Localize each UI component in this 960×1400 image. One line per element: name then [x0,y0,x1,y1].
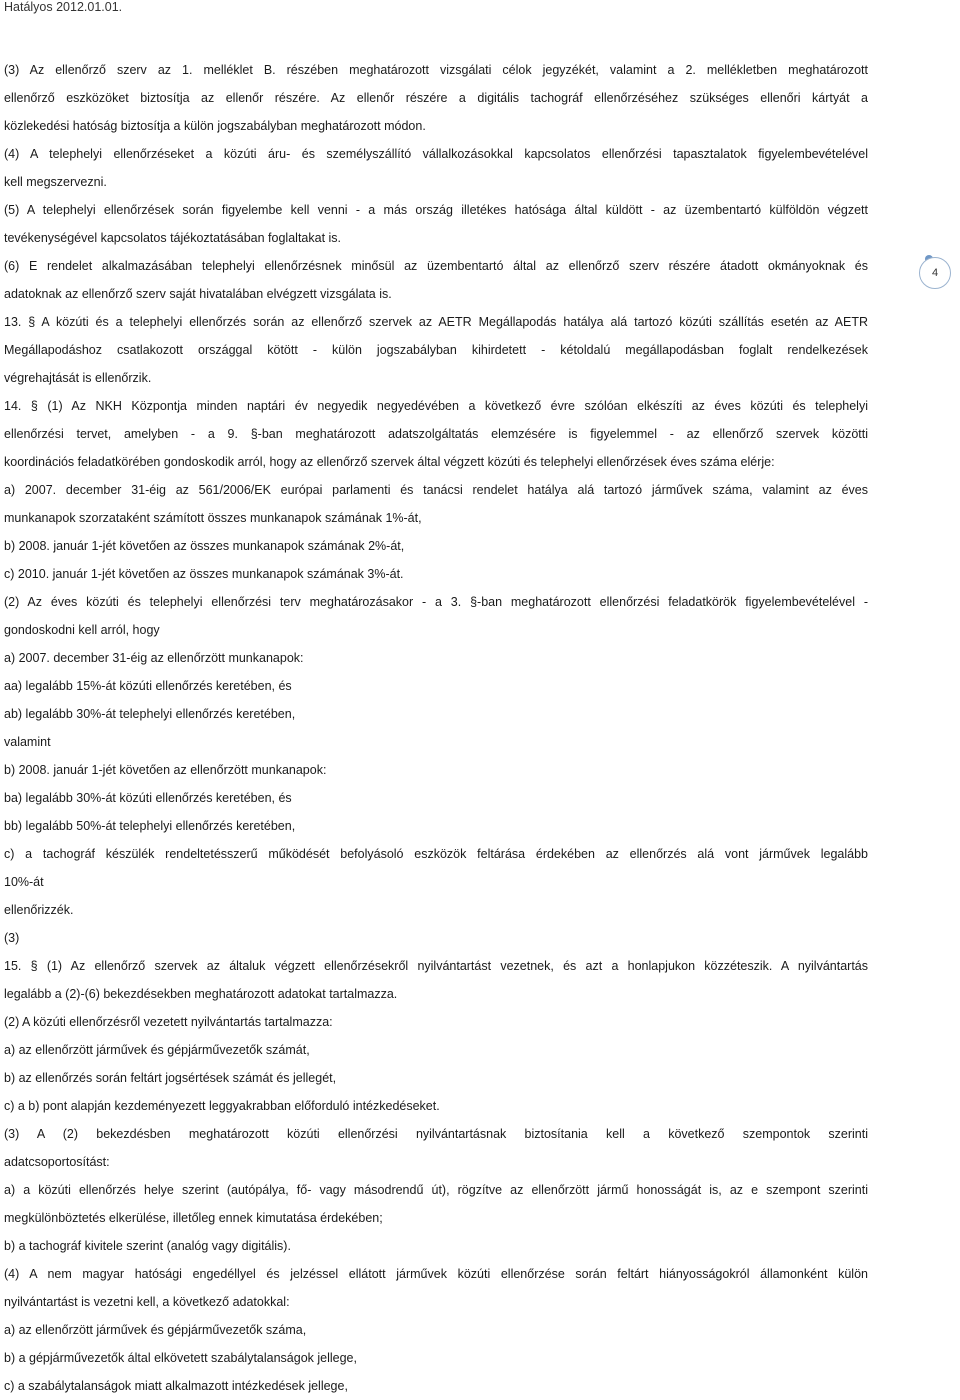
document-body [4,56,868,1400]
text-line: (4) A telephelyi ellenőrzéseket a közúti áru- és személyszállító vállalkozásokkal kapcsolatos ellenőrzési tapasztalatok figyelembevételével [4,147,868,161]
text-line: végrehajtását is ellenőrzik. [4,371,152,385]
effective-date-header: Hatályos 2012.01.01. [4,0,123,14]
text-line: b) 2008. január 1-jét követően az összes munkanapok számának 2%-át, [4,539,405,553]
text-line: tevékenységével kapcsolatos tájékoztatásában foglaltakat is. [4,231,342,245]
text-line: c) a b) pont alapján kezdeményezett leggyakrabban előforduló intézkedéseket. [4,1099,440,1113]
text-line: a) az ellenőrzött járművek és gépjárművezetők számát, [4,1043,310,1057]
text-line: a) 2007. december 31-éig az ellenőrzött munkanapok: [4,651,304,665]
text-line: ba) legalább 30%-át közúti ellenőrzés keretében, és [4,791,292,805]
text-line: c) a tachográf készülék rendeltetésszerű működését befolyásoló eszközök feltárása érdekében az ellenőrzés alá vont járművek legalább [4,847,868,861]
text-line: kell megszervezni. [4,175,107,189]
text-line: megkülönböztetés elkerülése, illetőleg ennek kimutatása érdekében; [4,1211,383,1225]
text-line: közlekedési hatóság biztosítja a külön jogszabályban meghatározott módon. [4,119,426,133]
text-line: nyilvántartást is vezetni kell, a következő adatokkal: [4,1295,290,1309]
text-line: (2) Az éves közúti és telephelyi ellenőrzési terv meghatározásakor - a 3. §-ban meghatározott ellenőrzési feladatkörök figyelembevételével - [4,595,868,609]
text-line: koordinációs feladatkörében gondoskodik arról, hogy az ellenőrző szervek által végzett közúti és telephelyi ellenőrzések éves száma elérje: [4,455,775,469]
text-line: munkanapok szorzataként számított összes munkanapok számának 1%-át, [4,511,422,525]
text-line: aa) legalább 15%-át közúti ellenőrzés keretében, és [4,679,292,693]
text-line: (3) [4,931,20,945]
text-line: 14. § (1) Az NKH Központja minden naptári év negyedik negyedévében a következő évre szólóan elkészíti az éves közúti és telephelyi [4,399,868,413]
text-line: c) 2010. január 1-jét követően az összes munkanapok számának 3%-át. [4,567,404,581]
text-line: b) a gépjárművezetők által elkövetett szabálytalanságok jellege, [4,1351,357,1365]
text-line: valamint [4,735,51,749]
text-line: gondoskodni kell arról, hogy [4,623,160,637]
text-line: legalább a (2)-(6) bekezdésekben meghatározott adatokat tartalmazza. [4,987,398,1001]
text-line: c) a szabálytalanságok miatt alkalmazott intézkedések jellege, [4,1379,348,1393]
text-line: ellenőrző eszközöket biztosítja az ellenőr részére. Az ellenőr részére a digitális tachográf ellenőrzéséhez szükséges ellenőri kártyát a [4,91,868,105]
text-line: ab) legalább 30%-át telephelyi ellenőrzés keretében, [4,707,296,721]
text-line: 13. § A közúti és a telephelyi ellenőrzés során az ellenőrző szervek az AETR Megállapodás hatálya alá tartozó közúti szállítás esetén az AETR [4,315,868,329]
text-line: (3) A (2) bekezdésben meghatározott közúti ellenőrzési nyilvántartásnak biztosítania kell a következő szempontok szerinti [4,1127,868,1141]
text-line: a) 2007. december 31-éig az 561/2006/EK európai parlamenti és tanácsi rendelet hatálya alá tartozó járművek száma, valamint az éves [4,483,868,497]
text-line: adatcsoportosítást: [4,1155,110,1169]
text-line: (5) A telephelyi ellenőrzések során figyelembe kell venni - a más ország illetékes hatósága által küldött - az üzembentartó külföldön végzett [4,203,868,217]
text-line: 15. § (1) Az ellenőrző szervek az általuk végzett ellenőrzésekről nyilvántartást vezetnek, és azt a honlapjukon közzéteszik. A nyilvántartás [4,959,868,973]
text-line: b) a tachográf kivitele szerint (analóg vagy digitális). [4,1239,291,1253]
text-line: (6) E rendelet alkalmazásában telephelyi ellenőrzésnek minősül az üzembentartó által az ellenőrző szerv részére átadott okmányoknak és [4,259,868,273]
text-line: ellenőrzési tervet, amelyben - a 9. §-ban meghatározott adatszolgáltatás elemzésére is figyelemmel - az ellenőrző szervek közötti [4,427,868,441]
text-line: (3) Az ellenőrző szerv az 1. melléklet B. részében meghatározott vizsgálati célok jegyzékét, valamint a 2. mellékletben meghatározott [4,63,868,77]
text-line: a) a közúti ellenőrzés helye szerint (autópálya, fő- vagy másodrendű út), rögzítve az ellenőrzött jármű honosságát is, az e szempont szerinti [4,1183,868,1197]
page-number-badge: 4 [919,257,951,289]
text-line: a) az ellenőrzött járművek és gépjárművezetők száma, [4,1323,307,1337]
text-line: b) 2008. január 1-jét követően az ellenőrzött munkanapok: [4,763,327,777]
text-line: Megállapodáshoz csatlakozott országgal kötött - külön jogszabályban kihirdetett - kétoldalú megállapodásban foglalt rendelkezések [4,343,868,357]
text-line: (2) A közúti ellenőrzésről vezetett nyilvántartás tartalmazza: [4,1015,333,1029]
text-line: bb) legalább 50%-át telephelyi ellenőrzés keretében, [4,819,296,833]
text-line: (4) A nem magyar hatósági engedéllyel és jelzéssel ellátott járművek közúti ellenőrzése során feltárt hiányosságokról államonként külön [4,1267,868,1281]
text-line: adatoknak az ellenőrző szerv saját hivatalában elvégzett vizsgálata is. [4,287,392,301]
text-line: 10%-át [4,875,44,889]
text-line: b) az ellenőrzés során feltárt jogsértések számát és jellegét, [4,1071,337,1085]
text-line: ellenőrizzék. [4,903,74,917]
